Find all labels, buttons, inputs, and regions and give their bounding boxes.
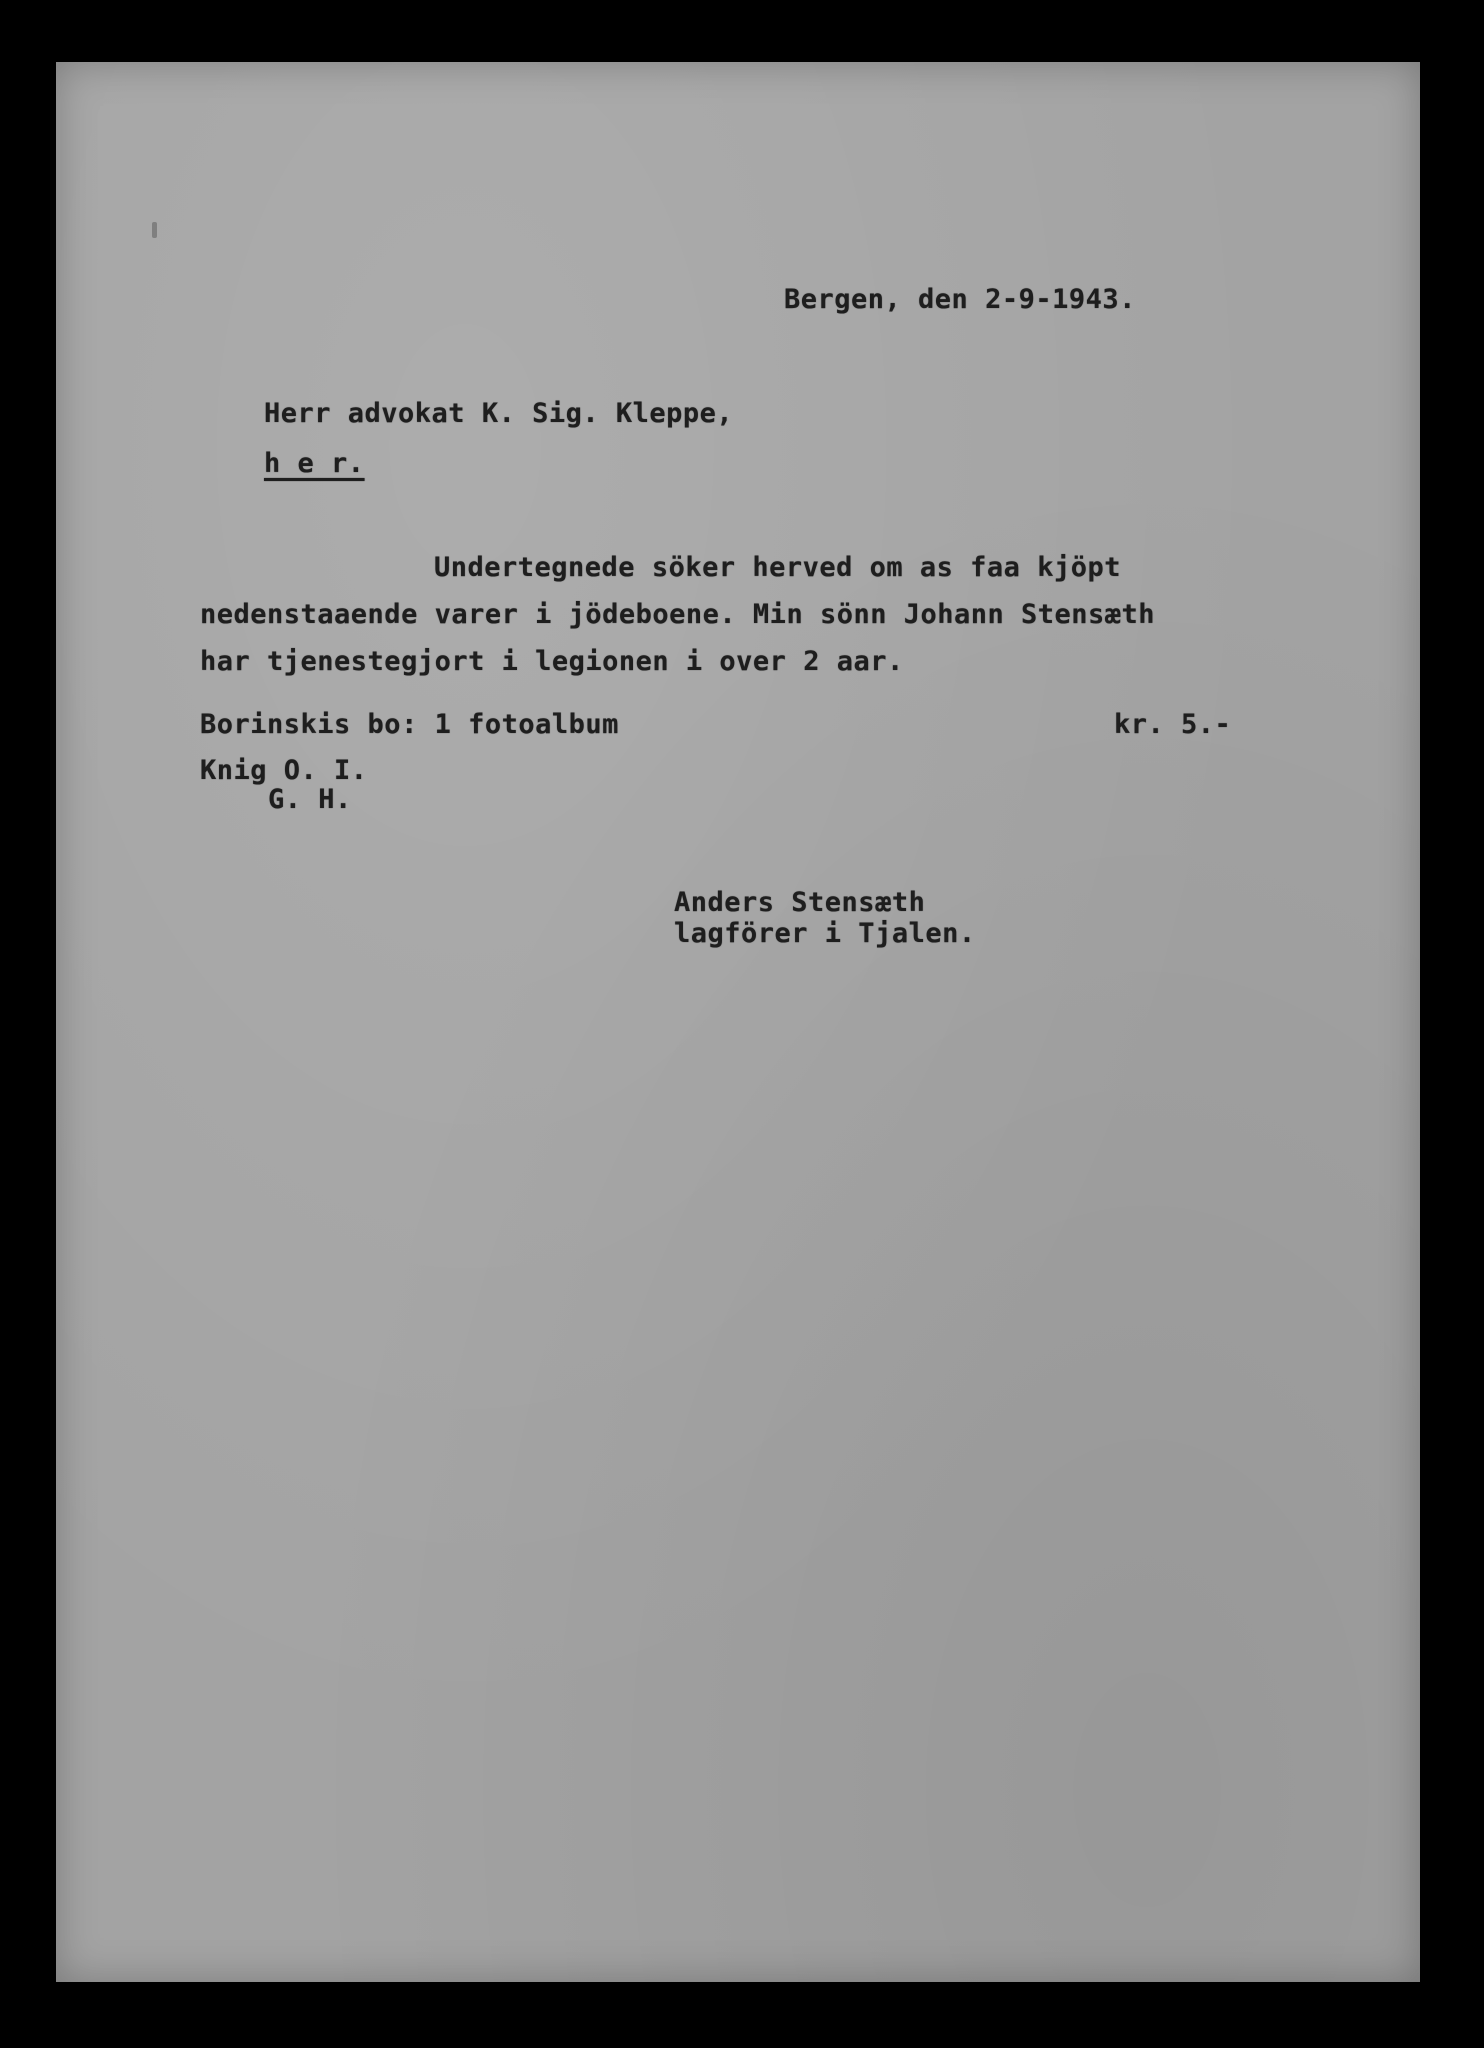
recipient-line: Herr advokat K. Sig. Kleppe, bbox=[264, 398, 734, 429]
letter-page bbox=[56, 62, 1420, 1982]
copy-line: Knig O. I. bbox=[200, 755, 368, 786]
date-line: Bergen, den 2-9-1943. bbox=[784, 284, 1136, 315]
recipient-location: h e r. bbox=[264, 448, 365, 479]
body-line: nedenstaaende varer i jödeboene. Min sönn Johann Stensæth bbox=[200, 599, 1156, 630]
copy-line: G. H. bbox=[268, 784, 352, 815]
signature-name: Anders Stensæth bbox=[674, 887, 926, 918]
body-line: Undertegnede söker herved om as faa kjöpt bbox=[434, 552, 1121, 583]
paper-speck bbox=[152, 222, 157, 238]
item-description: Borinskis bo: 1 fotoalbum bbox=[200, 709, 619, 740]
item-price: kr. 5.- bbox=[1114, 709, 1232, 740]
body-line: har tjenestegjort i legionen i over 2 aar. bbox=[200, 646, 904, 677]
signature-title: lagförer i Tjalen. bbox=[674, 918, 976, 949]
